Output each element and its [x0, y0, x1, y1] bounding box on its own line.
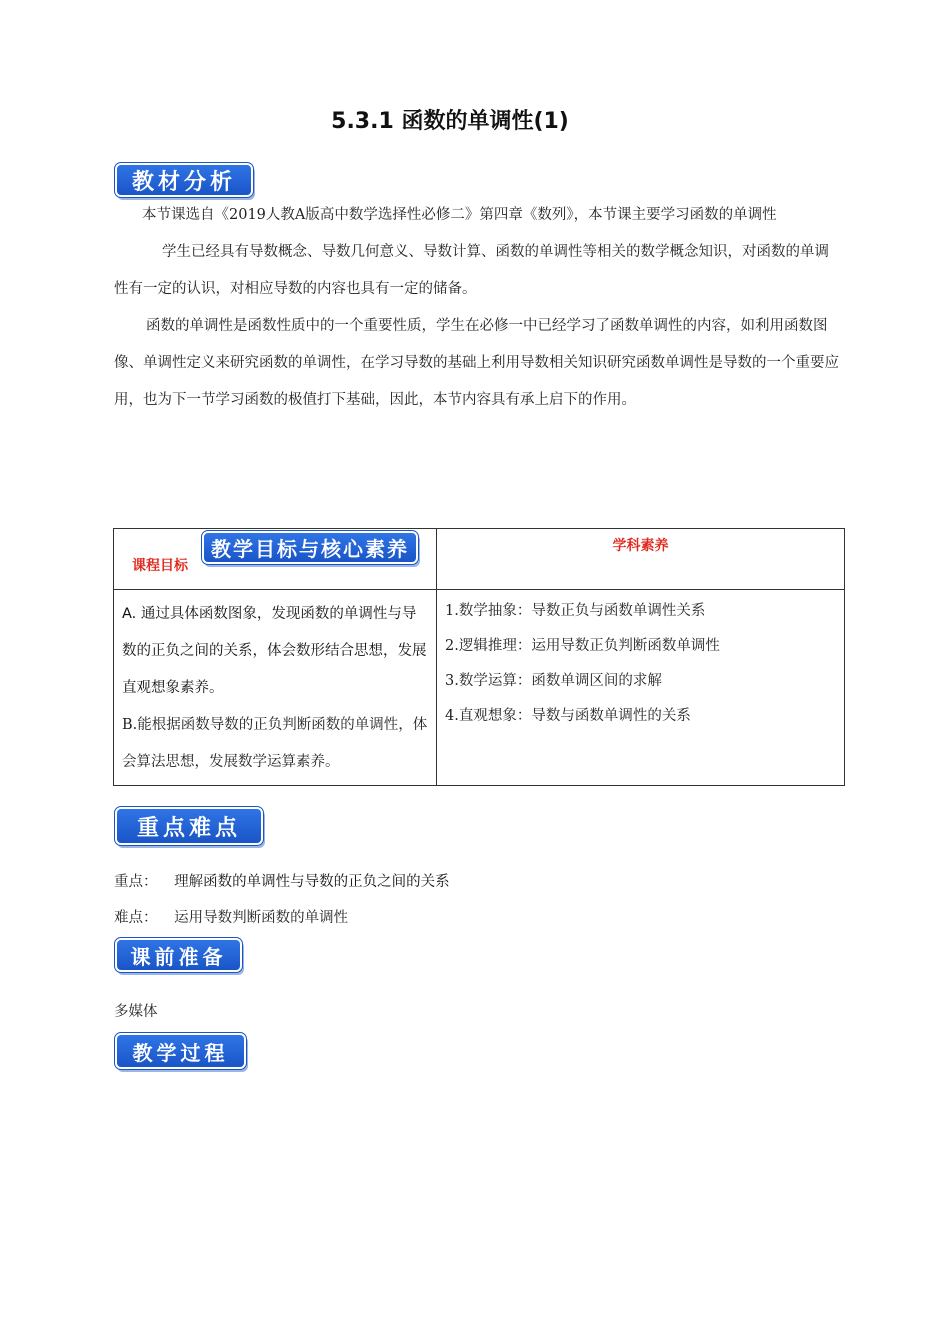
literacy-item: 4.直观想象：导数与函数单调性的关系 — [445, 708, 691, 724]
analysis-paragraph-2: 学生已经具有导数概念、导数几何意义、导数计算、函数的单调性等相关的数学概念知识，对函数的单调性有一定的认识，对相应导数的内容也具有一定的储备。 — [114, 244, 829, 297]
page-title: 5.3.1 函数的单调性(1) — [331, 109, 569, 134]
key-point-label: 重点： — [114, 874, 158, 890]
goals-cell — [114, 590, 437, 786]
analysis-paragraph-3: 函数的单调性是函数性质中的一个重要性质，学生在必修一中已经学习了函数单调性的内容，如利用函数图像、单调性定义来研究函数的单调性，在学习导数的基础上利用导数相关知识研究函数单调性是导数的一个重要应用，也为下一节学习函数的极值打下基础，因此，本节内容具有承上启下的作用。 — [114, 318, 839, 408]
badge-preparation: 课前准备 — [115, 938, 242, 972]
preparation-text: 多媒体 — [114, 1004, 158, 1020]
difficulty-label: 难点： — [114, 910, 158, 926]
analysis-paragraph-1: 本节课选自《2019人教A版高中数学选择性必修二》第四章《数列》，本节课主要学习函数的单调性 — [142, 207, 777, 223]
badge-process: 教学过程 — [115, 1033, 246, 1069]
literacy-cell — [437, 590, 845, 786]
key-point-text: 函数的单调性与导数的正负之间的关系 — [203, 874, 450, 890]
goals-table — [113, 528, 845, 786]
badge-keypoints: 重点难点 — [115, 807, 263, 845]
literacy-item: 2.逻辑推理：运用导数正负判断函数单调性 — [445, 638, 720, 654]
table-header-goals — [114, 529, 437, 590]
literacy-item: 1.数学抽象：导数正负与函数单调性关系 — [445, 603, 706, 619]
key-point-line — [114, 870, 450, 891]
course-goals-label: 课程目标 — [132, 558, 188, 574]
goal-b: B.能根据函数导数的正负判断函数的单调性，体会算法思想，发展数学运算素养。 — [122, 717, 428, 770]
subject-literacy-label: 学科素养 — [612, 538, 669, 554]
key-point-prefix: 理解 — [174, 874, 204, 890]
analysis-section — [114, 197, 842, 419]
literacy-item: 3.数学运算：函数单调区间的求解 — [445, 673, 662, 689]
difficulty-text: 运用导数判断函数的单调性 — [174, 910, 349, 926]
badge-analysis: 教材分析 — [115, 163, 253, 197]
badge-goals: 教学目标与核心素养 — [202, 531, 418, 564]
table-header-literacy — [437, 529, 845, 590]
difficulty-line — [114, 906, 348, 927]
goal-a: A. 通过具体函数图象，发现函数的单调性与导数的正负之间的关系，体会数形结合思想，发展直观想象素养。 — [122, 606, 427, 696]
